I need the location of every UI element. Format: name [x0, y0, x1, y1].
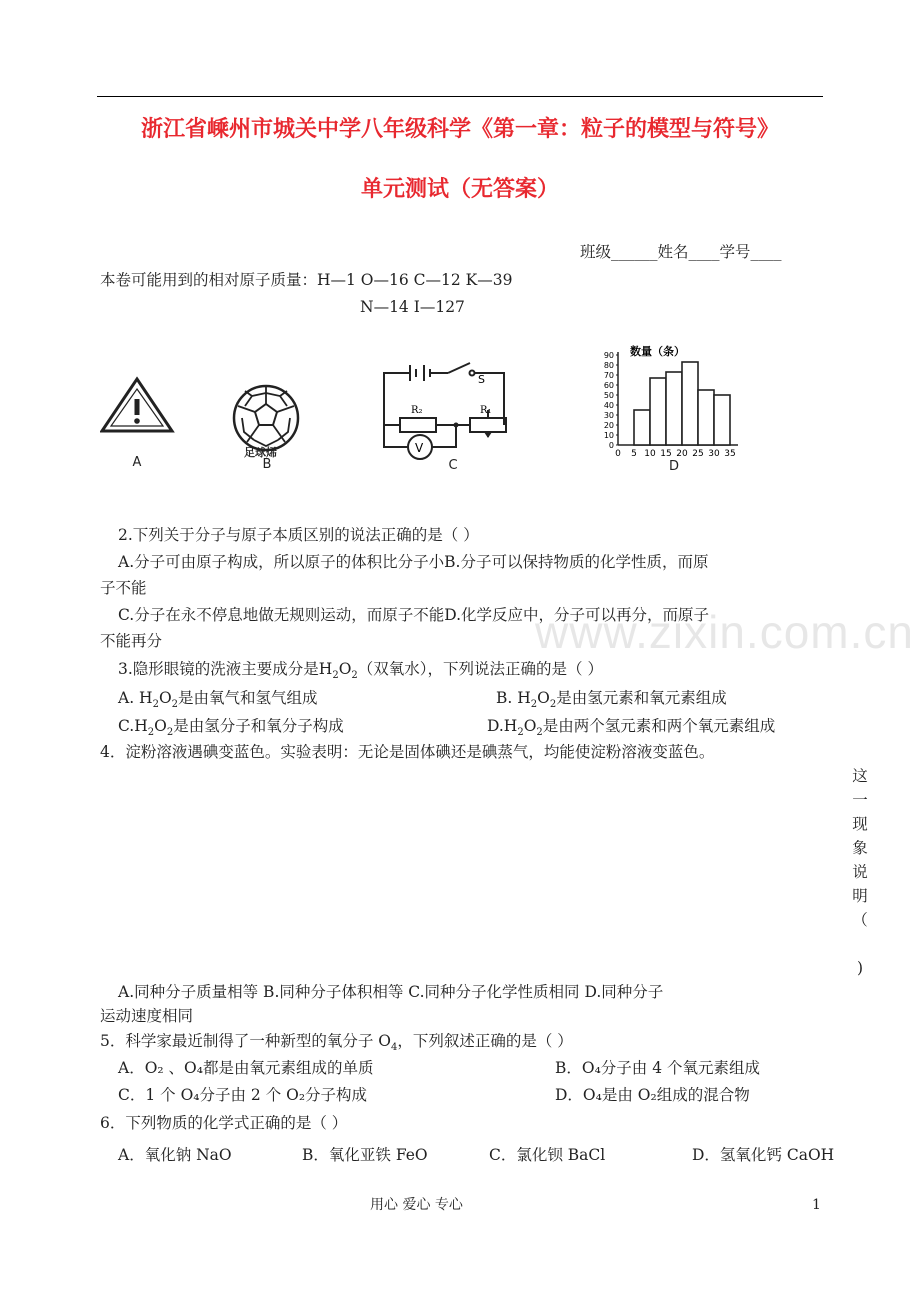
- resistor-1-label: R₁: [480, 405, 492, 416]
- question-6-option-a: A．氧化钠 NaO: [118, 1146, 232, 1164]
- histogram-y-tick-label: 0: [608, 441, 614, 450]
- question-4-options-line-2: 运动速度相同: [100, 1007, 194, 1025]
- question-2-options-line-2: 子不能: [100, 579, 147, 597]
- question-2-options-line-4: 不能再分: [100, 632, 163, 650]
- figure-d-label: D: [668, 459, 679, 474]
- histogram-y-tick-label: 60: [603, 381, 614, 390]
- figure-b-label: B: [262, 457, 272, 472]
- histogram-bar: [682, 362, 698, 445]
- switch-label: S: [478, 373, 485, 386]
- question-4-vertical-text: 这 一 现 象 说 明 （ ): [852, 767, 868, 977]
- question-3-option-a: A. $H_2O_2$是由氧气和氢气组成: [118, 689, 318, 711]
- histogram-bar: [698, 390, 714, 445]
- warning-triangle-icon: [100, 375, 175, 435]
- question-3-option-d: $D.H_2O_2$是由两个氢元素和两个氧元素组成: [487, 717, 776, 739]
- histogram-x-tick-label: 20: [676, 449, 688, 458]
- histogram-y-tick-label: 30: [603, 411, 614, 420]
- circuit-diagram: [370, 355, 525, 470]
- question-5-option-c: C．1 个 O₄分子由 2 个 O₂分子构成: [118, 1086, 368, 1104]
- histogram-y-tick-label: 20: [603, 421, 614, 430]
- watermark: www.zixin.com.cn: [535, 606, 914, 658]
- histogram-y-tick-label: 40: [603, 401, 614, 410]
- histogram-x-tick-label: 25: [692, 449, 704, 458]
- question-3-option-c: $C.H_2O_2$是由氢分子和氧分子构成: [118, 717, 344, 739]
- histogram-bar: [666, 372, 682, 445]
- question-4: 4．淀粉溶液遇碘变蓝色。实验表明：无论是固体碘还是碘蒸气，均能使淀粉溶液变蓝色。: [100, 743, 715, 761]
- student-info-fields: 班级______姓名____学号____: [580, 243, 782, 261]
- histogram-x-tick-label: 10: [644, 449, 656, 458]
- question-3-option-b: B. $H_2O_2$是由氢元素和氧元素组成: [496, 689, 727, 711]
- atomic-masses-line-2: N—14 I—127: [360, 298, 465, 316]
- page-number: 1: [812, 1197, 821, 1213]
- footer-motto: 用心 爱心 专心: [370, 1197, 463, 1213]
- histogram-chart: [590, 340, 770, 458]
- question-2-options-line-3: C.分子在永不停息地做无规则运动，而原子不能D.化学反应中，分子可以再分，而原子: [118, 606, 710, 624]
- resistor-2-label: R₂: [411, 405, 423, 416]
- histogram-x-tick-label: 30: [708, 449, 720, 458]
- question-2: 2.下列关于分子与原子本质区别的说法正确的是（ ）: [118, 526, 479, 544]
- title-line-1: 浙江省嵊州市城关中学八年级科学《第一章：粒子的模型与符号》: [140, 116, 779, 142]
- histogram-y-tick-label: 10: [603, 431, 614, 440]
- histogram-ylabel: 数量（条）: [630, 345, 685, 358]
- histogram-bar: [634, 410, 650, 445]
- question-6-option-b: B．氧化亚铁 FeO: [302, 1146, 428, 1164]
- histogram-x-tick-label: 35: [724, 449, 736, 458]
- histogram-bar: [650, 378, 666, 445]
- question-6: 6．下列物质的化学式正确的是（ ）: [100, 1114, 348, 1132]
- histogram-x-tick-label: 5: [631, 449, 637, 458]
- atomic-masses-line-1: 本卷可能用到的相对原子质量：H—1 O—16 C—12 K—39: [100, 271, 513, 289]
- figure-a-label: A: [132, 455, 142, 470]
- title-line-2: 单元测试（无答案）: [360, 176, 559, 202]
- question-4-options-line-1: A.同种分子质量相等 B.同种分子体积相等 C.同种分子化学性质相同 D.同种分子: [118, 983, 664, 1001]
- fullerene-caption: 足球烯: [244, 446, 277, 459]
- question-5: 5．科学家最近制得了一种新型的氧分子 $O_4$，下列叙述正确的是（ ）: [100, 1032, 573, 1054]
- histogram-x-tick-label: 15: [660, 449, 672, 458]
- question-5-option-a: A．O₂ 、O₄都是由氧元素组成的单质: [118, 1059, 374, 1077]
- histogram-bar: [714, 395, 730, 445]
- question-6-option-c: C．氯化钡 BaCl: [489, 1146, 606, 1164]
- question-2-options-line-1: A.分子可由原子构成，所以原子的体积比分子小B.分子可以保持物质的化学性质，而原: [118, 553, 709, 571]
- header-rule: [97, 96, 823, 97]
- question-6-option-d: D．氢氧化钙 CaOH: [692, 1146, 835, 1164]
- histogram-x-tick-label: 0: [615, 449, 621, 458]
- histogram-y-tick-label: 50: [603, 391, 614, 400]
- question-3: 3.隐形眼镜的洗液主要成分是$H_2O_2$（双氧水），下列说法正确的是（ ）: [118, 660, 603, 682]
- voltmeter-label: V: [415, 441, 424, 455]
- figure-c-label: C: [448, 458, 458, 473]
- histogram-y-tick-label: 80: [603, 361, 614, 370]
- question-5-option-b: B．O₄分子由 4 个氧元素组成: [555, 1059, 761, 1077]
- histogram-y-tick-label: 70: [603, 371, 614, 380]
- histogram-y-tick-label: 90: [603, 351, 614, 360]
- question-5-option-d: D．O₄是由 O₂组成的混合物: [555, 1086, 750, 1104]
